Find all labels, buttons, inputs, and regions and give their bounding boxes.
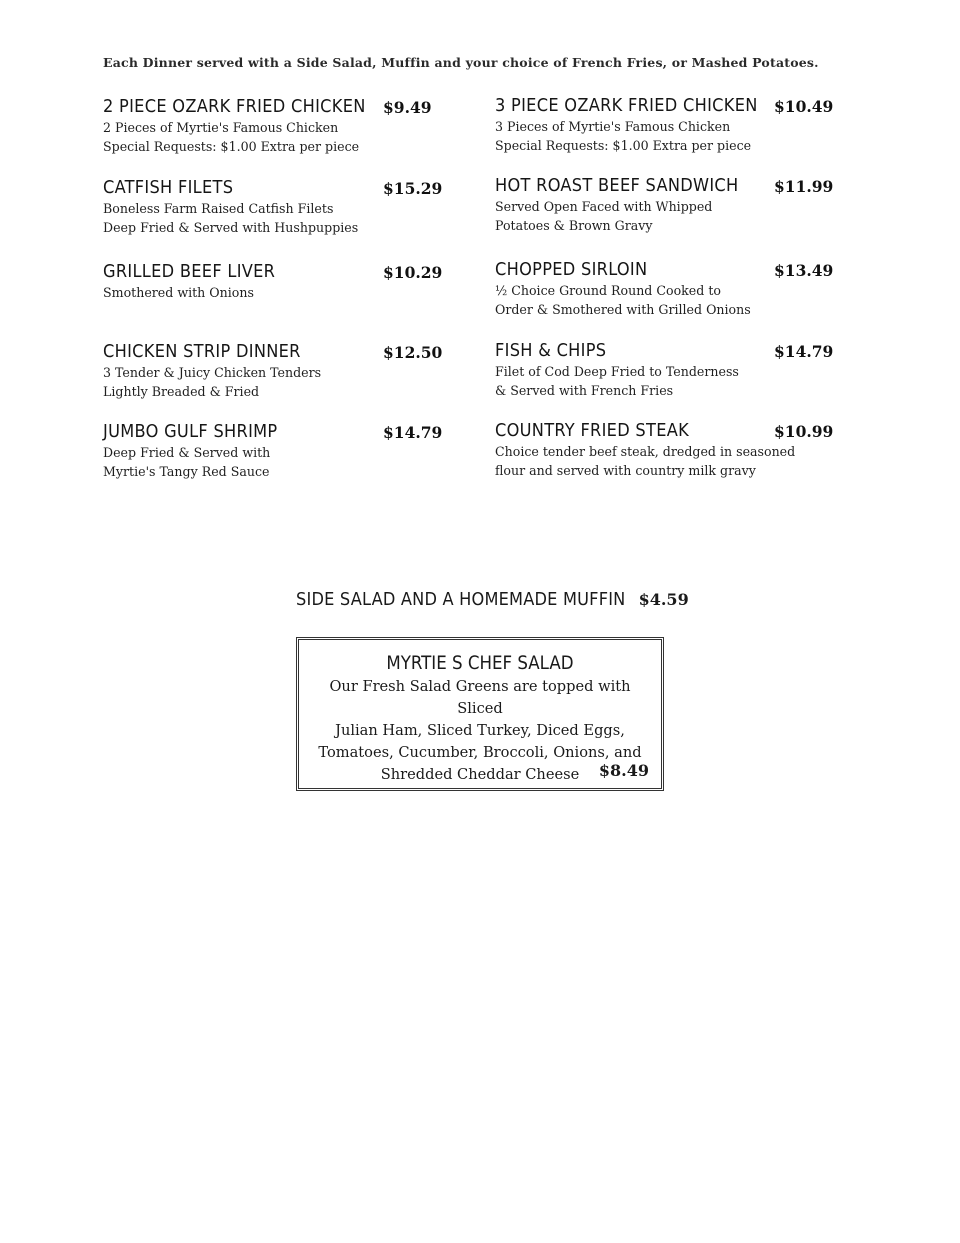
item-desc: 2 Pieces of Myrtie's Famous Chicken Special Requests: $1.00 Extra per piece <box>103 120 360 154</box>
item-price: $10.29 <box>383 263 443 282</box>
item-price: $9.49 <box>383 98 432 117</box>
item-price: $13.49 <box>774 261 834 280</box>
item-title: GRILLED BEEF LIVER <box>103 261 276 282</box>
item-price: $10.99 <box>774 422 834 441</box>
item-title: 3 PIECE OZARK FRIED CHICKEN <box>495 95 758 116</box>
item-title: CATFISH FILETS <box>103 177 234 198</box>
item-desc: 3 Tender & Juicy Chicken Tenders Lightly Breaded & Fried <box>103 365 322 399</box>
chef-salad-title: MYRTIE S CHEF SALAD <box>386 653 574 674</box>
chef-salad-price: $8.49 <box>598 761 649 780</box>
item-title: CHOPPED SIRLOIN <box>495 259 648 280</box>
item-title: JUMBO GULF SHRIMP <box>103 421 278 442</box>
menu-intro: Each Dinner served with a Side Salad, Muffin and your choice of French Fries, or Mashed Potatoes. <box>103 55 819 70</box>
item-desc: Served Open Faced with Whipped Potatoes & Brown Gravy <box>495 199 713 233</box>
item-desc: 3 Pieces of Myrtie's Famous Chicken Special Requests: $1.00 Extra per piece <box>495 119 752 153</box>
side-salad-price: $4.59 <box>638 590 689 609</box>
item-desc: Deep Fried & Served with Myrtie's Tangy Red Sauce <box>103 445 271 479</box>
item-title: COUNTRY FRIED STEAK <box>495 420 690 441</box>
item-title: FISH & CHIPS <box>495 340 607 361</box>
chef-salad-desc: Our Fresh Salad Greens are topped with Sliced Julian Ham, Sliced Turkey, Diced Eggs, Tomatoes, Cucumber, Broccoli, Onions, and Shredded Cheddar Cheese <box>318 678 642 783</box>
item-title: HOT ROAST BEEF SANDWICH <box>495 175 739 196</box>
item-desc: Smothered with Onions <box>103 285 254 300</box>
item-price: $15.29 <box>383 179 443 198</box>
item-desc: Choice tender beef steak, dredged in seasoned flour and served with country milk gravy <box>495 444 796 478</box>
item-desc: Filet of Cod Deep Fried to Tenderness & Served with French Fries <box>495 364 739 398</box>
side-salad-line <box>296 589 689 610</box>
item-title: 2 PIECE OZARK FRIED CHICKEN <box>103 96 366 117</box>
item-title: CHICKEN STRIP DINNER <box>103 341 301 362</box>
side-salad-title: SIDE SALAD AND A HOMEMADE MUFFIN <box>296 589 626 610</box>
item-desc: ½ Choice Ground Round Cooked to Order & Smothered with Grilled Onions <box>495 283 751 317</box>
item-price: $11.99 <box>774 177 834 196</box>
item-desc: Boneless Farm Raised Catfish Filets Deep Fried & Served with Hushpuppies <box>103 201 359 235</box>
item-price: $12.50 <box>383 343 443 362</box>
item-price: $14.79 <box>774 342 834 361</box>
chef-salad-box <box>296 637 664 791</box>
item-price: $14.79 <box>383 423 443 442</box>
item-price: $10.49 <box>774 97 834 116</box>
